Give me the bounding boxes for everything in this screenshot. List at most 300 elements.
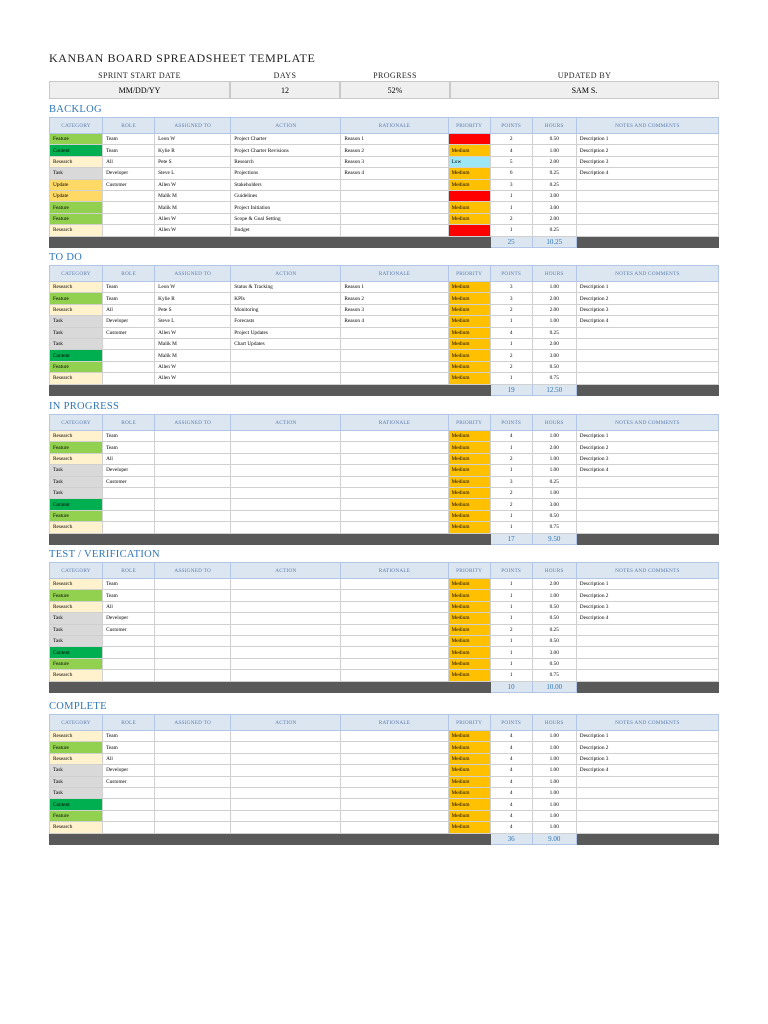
cell-notes[interactable]: Description 1: [576, 731, 718, 742]
cell-action[interactable]: KPIs: [231, 293, 341, 304]
column-header-notes[interactable]: NOTES AND COMMENTS: [576, 563, 718, 579]
cell-rationale[interactable]: [341, 810, 448, 821]
cell-rationale[interactable]: [341, 373, 448, 384]
cell-category[interactable]: Task: [50, 316, 103, 327]
cell-rationale[interactable]: [341, 799, 448, 810]
cell-action[interactable]: [231, 670, 341, 681]
cell-category[interactable]: Research: [50, 579, 103, 590]
cell-assigned-to[interactable]: [155, 499, 231, 510]
column-header-rationale[interactable]: RATIONALE: [341, 118, 448, 134]
cell-action[interactable]: [231, 350, 341, 361]
cell-hours[interactable]: 0.25: [532, 168, 576, 179]
cell-points[interactable]: 1: [490, 338, 532, 349]
column-header-rationale[interactable]: RATIONALE: [341, 415, 448, 431]
cell-points[interactable]: 2: [490, 624, 532, 635]
cell-rationale[interactable]: [341, 442, 448, 453]
cell-priority[interactable]: Medium: [448, 293, 490, 304]
cell-hours[interactable]: 0.75: [532, 670, 576, 681]
cell-priority[interactable]: Medium: [448, 465, 490, 476]
summary-value-days[interactable]: 12: [230, 81, 340, 99]
cell-hours[interactable]: 0.50: [532, 658, 576, 669]
cell-priority[interactable]: Medium: [448, 202, 490, 213]
cell-notes[interactable]: Description 3: [576, 753, 718, 764]
cell-hours[interactable]: 1.00: [532, 731, 576, 742]
cell-rationale[interactable]: [341, 465, 448, 476]
cell-action[interactable]: [231, 442, 341, 453]
cell-category[interactable]: Research: [50, 670, 103, 681]
column-header-rationale[interactable]: RATIONALE: [341, 266, 448, 282]
cell-role[interactable]: Customer: [103, 476, 155, 487]
cell-assigned-to[interactable]: Malik M: [155, 350, 231, 361]
cell-category[interactable]: Feature: [50, 361, 103, 372]
cell-assigned-to[interactable]: [155, 590, 231, 601]
cell-category[interactable]: Research: [50, 601, 103, 612]
cell-role[interactable]: Developer: [103, 613, 155, 624]
cell-priority[interactable]: Medium: [448, 670, 490, 681]
column-header-assigned-to[interactable]: ASSIGNED TO: [155, 415, 231, 431]
cell-notes[interactable]: [576, 787, 718, 798]
cell-role[interactable]: [103, 810, 155, 821]
cell-category[interactable]: Content: [50, 499, 103, 510]
cell-hours[interactable]: 0.25: [532, 179, 576, 190]
cell-hours[interactable]: 0.25: [532, 225, 576, 236]
cell-priority[interactable]: Medium: [448, 476, 490, 487]
cell-hours[interactable]: 1.00: [532, 776, 576, 787]
cell-rationale[interactable]: Reason 3: [341, 156, 448, 167]
cell-role[interactable]: All: [103, 453, 155, 464]
cell-priority[interactable]: Medium: [448, 327, 490, 338]
column-header-action[interactable]: ACTION: [231, 118, 341, 134]
cell-rationale[interactable]: [341, 179, 448, 190]
cell-rationale[interactable]: [341, 787, 448, 798]
cell-rationale[interactable]: [341, 753, 448, 764]
cell-action[interactable]: [231, 658, 341, 669]
cell-role[interactable]: [103, 799, 155, 810]
cell-action[interactable]: Chart Updates: [231, 338, 341, 349]
cell-priority[interactable]: Medium: [448, 753, 490, 764]
cell-rationale[interactable]: [341, 613, 448, 624]
cell-notes[interactable]: [576, 670, 718, 681]
cell-points[interactable]: 1: [490, 316, 532, 327]
cell-points[interactable]: 1: [490, 613, 532, 624]
cell-assigned-to[interactable]: Leon W: [155, 282, 231, 293]
cell-notes[interactable]: Description 4: [576, 168, 718, 179]
cell-assigned-to[interactable]: [155, 442, 231, 453]
cell-role[interactable]: [103, 213, 155, 224]
cell-role[interactable]: All: [103, 753, 155, 764]
cell-assigned-to[interactable]: [155, 658, 231, 669]
cell-category[interactable]: Task: [50, 624, 103, 635]
cell-priority[interactable]: Medium: [448, 522, 490, 533]
cell-role[interactable]: Customer: [103, 179, 155, 190]
cell-points[interactable]: 2: [490, 361, 532, 372]
cell-action[interactable]: [231, 361, 341, 372]
cell-assigned-to[interactable]: Steve L: [155, 316, 231, 327]
cell-hours[interactable]: 1.00: [532, 810, 576, 821]
cell-role[interactable]: [103, 202, 155, 213]
cell-assigned-to[interactable]: [155, 624, 231, 635]
cell-action[interactable]: [231, 776, 341, 787]
cell-category[interactable]: Research: [50, 753, 103, 764]
cell-priority[interactable]: Medium: [448, 787, 490, 798]
cell-notes[interactable]: [576, 487, 718, 498]
cell-rationale[interactable]: [341, 658, 448, 669]
cell-action[interactable]: [231, 453, 341, 464]
cell-notes[interactable]: Description 2: [576, 742, 718, 753]
cell-priority[interactable]: Medium: [448, 361, 490, 372]
column-header-assigned-to[interactable]: ASSIGNED TO: [155, 715, 231, 731]
cell-action[interactable]: Project Charter: [231, 134, 341, 145]
cell-category[interactable]: Task: [50, 487, 103, 498]
cell-action[interactable]: [231, 476, 341, 487]
cell-assigned-to[interactable]: [155, 753, 231, 764]
cell-category[interactable]: Content: [50, 647, 103, 658]
cell-hours[interactable]: 2.00: [532, 213, 576, 224]
cell-hours[interactable]: 3.00: [532, 350, 576, 361]
cell-rationale[interactable]: [341, 213, 448, 224]
cell-points[interactable]: 1: [490, 579, 532, 590]
cell-action[interactable]: [231, 522, 341, 533]
cell-role[interactable]: All: [103, 156, 155, 167]
cell-action[interactable]: [231, 431, 341, 442]
cell-assigned-to[interactable]: Malik M: [155, 338, 231, 349]
cell-action[interactable]: [231, 647, 341, 658]
cell-rationale[interactable]: [341, 590, 448, 601]
cell-hours[interactable]: 1.00: [532, 145, 576, 156]
cell-hours[interactable]: 0.25: [532, 624, 576, 635]
cell-notes[interactable]: Description 3: [576, 601, 718, 612]
cell-rationale[interactable]: [341, 624, 448, 635]
cell-assigned-to[interactable]: [155, 822, 231, 833]
cell-assigned-to[interactable]: Kylie R: [155, 145, 231, 156]
cell-assigned-to[interactable]: [155, 431, 231, 442]
cell-category[interactable]: Research: [50, 822, 103, 833]
cell-role[interactable]: [103, 658, 155, 669]
cell-category[interactable]: Task: [50, 327, 103, 338]
cell-points[interactable]: 4: [490, 810, 532, 821]
cell-rationale[interactable]: Reason 2: [341, 145, 448, 156]
cell-points[interactable]: 1: [490, 601, 532, 612]
cell-role[interactable]: Team: [103, 590, 155, 601]
cell-points[interactable]: 5: [490, 156, 532, 167]
cell-role[interactable]: [103, 510, 155, 521]
cell-priority[interactable]: Medium: [448, 282, 490, 293]
cell-action[interactable]: Budget: [231, 225, 341, 236]
cell-notes[interactable]: [576, 225, 718, 236]
column-header-priority[interactable]: PRIORITY: [448, 118, 490, 134]
cell-assigned-to[interactable]: [155, 579, 231, 590]
cell-action[interactable]: [231, 753, 341, 764]
cell-priority[interactable]: Medium: [448, 373, 490, 384]
cell-priority[interactable]: Medium: [448, 647, 490, 658]
column-header-assigned-to[interactable]: ASSIGNED TO: [155, 118, 231, 134]
cell-notes[interactable]: [576, 510, 718, 521]
cell-category[interactable]: Content: [50, 799, 103, 810]
cell-notes[interactable]: [576, 647, 718, 658]
cell-points[interactable]: 1: [490, 373, 532, 384]
cell-points[interactable]: 2: [490, 453, 532, 464]
cell-points[interactable]: 3: [490, 179, 532, 190]
cell-action[interactable]: [231, 579, 341, 590]
cell-action[interactable]: [231, 822, 341, 833]
column-header-rationale[interactable]: RATIONALE: [341, 715, 448, 731]
cell-notes[interactable]: Description 2: [576, 442, 718, 453]
summary-value-updated-by[interactable]: SAM S.: [450, 81, 719, 99]
cell-notes[interactable]: Description 4: [576, 613, 718, 624]
cell-notes[interactable]: [576, 202, 718, 213]
cell-assigned-to[interactable]: [155, 453, 231, 464]
cell-points[interactable]: 4: [490, 776, 532, 787]
cell-category[interactable]: Feature: [50, 590, 103, 601]
cell-category[interactable]: Feature: [50, 134, 103, 145]
cell-role[interactable]: Developer: [103, 168, 155, 179]
cell-hours[interactable]: 2.00: [532, 579, 576, 590]
cell-category[interactable]: Research: [50, 304, 103, 315]
cell-hours[interactable]: 1.00: [532, 822, 576, 833]
cell-action[interactable]: [231, 499, 341, 510]
cell-priority[interactable]: Low: [448, 156, 490, 167]
cell-priority[interactable]: Medium: [448, 168, 490, 179]
column-header-role[interactable]: ROLE: [103, 118, 155, 134]
cell-rationale[interactable]: [341, 635, 448, 646]
cell-notes[interactable]: [576, 822, 718, 833]
cell-notes[interactable]: [576, 361, 718, 372]
cell-assigned-to[interactable]: Steve L: [155, 168, 231, 179]
cell-hours[interactable]: 0.50: [532, 361, 576, 372]
column-header-category[interactable]: CATEGORY: [50, 563, 103, 579]
cell-category[interactable]: Research: [50, 156, 103, 167]
cell-points[interactable]: 4: [490, 799, 532, 810]
cell-priority[interactable]: Medium: [448, 304, 490, 315]
cell-category[interactable]: Research: [50, 431, 103, 442]
cell-priority[interactable]: Medium: [448, 635, 490, 646]
cell-points[interactable]: 1: [490, 225, 532, 236]
cell-action[interactable]: [231, 787, 341, 798]
cell-assigned-to[interactable]: Allen W: [155, 373, 231, 384]
column-header-category[interactable]: CATEGORY: [50, 715, 103, 731]
cell-priority[interactable]: Medium: [448, 213, 490, 224]
cell-rationale[interactable]: [341, 647, 448, 658]
column-header-priority[interactable]: PRIORITY: [448, 715, 490, 731]
cell-hours[interactable]: 0.50: [532, 601, 576, 612]
cell-assigned-to[interactable]: [155, 670, 231, 681]
cell-action[interactable]: Forecasts: [231, 316, 341, 327]
cell-priority[interactable]: Medium: [448, 316, 490, 327]
cell-role[interactable]: Customer: [103, 776, 155, 787]
cell-points[interactable]: 1: [490, 465, 532, 476]
cell-rationale[interactable]: Reason 3: [341, 304, 448, 315]
cell-priority[interactable]: High: [448, 134, 490, 145]
column-header-hours[interactable]: HOURS: [532, 563, 576, 579]
column-header-category[interactable]: CATEGORY: [50, 415, 103, 431]
column-header-notes[interactable]: NOTES AND COMMENTS: [576, 118, 718, 134]
column-header-action[interactable]: ACTION: [231, 563, 341, 579]
cell-category[interactable]: Task: [50, 635, 103, 646]
cell-category[interactable]: Feature: [50, 293, 103, 304]
cell-assigned-to[interactable]: Allen W: [155, 327, 231, 338]
cell-action[interactable]: [231, 742, 341, 753]
cell-rationale[interactable]: [341, 579, 448, 590]
cell-priority[interactable]: Medium: [448, 145, 490, 156]
cell-rationale[interactable]: [341, 350, 448, 361]
cell-category[interactable]: Feature: [50, 202, 103, 213]
cell-priority[interactable]: Medium: [448, 499, 490, 510]
cell-rationale[interactable]: [341, 190, 448, 201]
cell-points[interactable]: 6: [490, 168, 532, 179]
column-header-action[interactable]: ACTION: [231, 266, 341, 282]
cell-category[interactable]: Update: [50, 190, 103, 201]
cell-points[interactable]: 4: [490, 822, 532, 833]
column-header-priority[interactable]: PRIORITY: [448, 415, 490, 431]
cell-priority[interactable]: Medium: [448, 179, 490, 190]
cell-hours[interactable]: 2.00: [532, 338, 576, 349]
cell-points[interactable]: 4: [490, 431, 532, 442]
cell-assigned-to[interactable]: [155, 510, 231, 521]
cell-category[interactable]: Research: [50, 453, 103, 464]
cell-category[interactable]: Feature: [50, 810, 103, 821]
column-header-role[interactable]: ROLE: [103, 415, 155, 431]
cell-assigned-to[interactable]: Leon W: [155, 134, 231, 145]
cell-priority[interactable]: Medium: [448, 731, 490, 742]
cell-notes[interactable]: Description 2: [576, 293, 718, 304]
cell-category[interactable]: Task: [50, 765, 103, 776]
cell-role[interactable]: [103, 350, 155, 361]
cell-priority[interactable]: Medium: [448, 579, 490, 590]
cell-notes[interactable]: [576, 522, 718, 533]
cell-notes[interactable]: Description 4: [576, 465, 718, 476]
column-header-points[interactable]: POINTS: [490, 266, 532, 282]
cell-role[interactable]: Team: [103, 731, 155, 742]
cell-assigned-to[interactable]: Kylie R: [155, 293, 231, 304]
cell-hours[interactable]: 3.00: [532, 499, 576, 510]
cell-assigned-to[interactable]: [155, 776, 231, 787]
cell-category[interactable]: Research: [50, 731, 103, 742]
cell-rationale[interactable]: [341, 822, 448, 833]
cell-hours[interactable]: 3.00: [532, 190, 576, 201]
cell-hours[interactable]: 1.00: [532, 316, 576, 327]
cell-role[interactable]: Team: [103, 282, 155, 293]
cell-notes[interactable]: [576, 810, 718, 821]
cell-points[interactable]: 4: [490, 145, 532, 156]
column-header-category[interactable]: CATEGORY: [50, 118, 103, 134]
cell-rationale[interactable]: [341, 742, 448, 753]
cell-action[interactable]: [231, 810, 341, 821]
column-header-assigned-to[interactable]: ASSIGNED TO: [155, 563, 231, 579]
cell-rationale[interactable]: [341, 522, 448, 533]
cell-rationale[interactable]: [341, 202, 448, 213]
cell-points[interactable]: 2: [490, 350, 532, 361]
cell-category[interactable]: Feature: [50, 658, 103, 669]
column-header-action[interactable]: ACTION: [231, 415, 341, 431]
cell-rationale[interactable]: [341, 601, 448, 612]
cell-points[interactable]: 1: [490, 635, 532, 646]
cell-notes[interactable]: Description 3: [576, 156, 718, 167]
cell-rationale[interactable]: [341, 487, 448, 498]
cell-assigned-to[interactable]: [155, 487, 231, 498]
cell-hours[interactable]: 1.00: [532, 753, 576, 764]
column-header-category[interactable]: CATEGORY: [50, 266, 103, 282]
cell-role[interactable]: All: [103, 304, 155, 315]
cell-category[interactable]: Feature: [50, 742, 103, 753]
cell-priority[interactable]: Medium: [448, 613, 490, 624]
cell-role[interactable]: Team: [103, 742, 155, 753]
column-header-hours[interactable]: HOURS: [532, 715, 576, 731]
cell-points[interactable]: 1: [490, 590, 532, 601]
cell-action[interactable]: Project Initiation: [231, 202, 341, 213]
cell-notes[interactable]: Description 3: [576, 453, 718, 464]
cell-notes[interactable]: Description 1: [576, 579, 718, 590]
cell-points[interactable]: 3: [490, 282, 532, 293]
cell-priority[interactable]: Medium: [448, 442, 490, 453]
cell-priority[interactable]: Medium: [448, 765, 490, 776]
cell-role[interactable]: [103, 373, 155, 384]
cell-priority[interactable]: Medium: [448, 338, 490, 349]
cell-rationale[interactable]: [341, 765, 448, 776]
cell-assigned-to[interactable]: [155, 601, 231, 612]
cell-points[interactable]: 1: [490, 658, 532, 669]
cell-action[interactable]: [231, 799, 341, 810]
cell-rationale[interactable]: [341, 453, 448, 464]
cell-notes[interactable]: [576, 350, 718, 361]
cell-hours[interactable]: 2.00: [532, 293, 576, 304]
cell-category[interactable]: Research: [50, 282, 103, 293]
cell-action[interactable]: Stakeholders: [231, 179, 341, 190]
cell-role[interactable]: [103, 225, 155, 236]
cell-assigned-to[interactable]: Pete S: [155, 156, 231, 167]
cell-role[interactable]: Team: [103, 134, 155, 145]
column-header-priority[interactable]: PRIORITY: [448, 266, 490, 282]
cell-role[interactable]: Team: [103, 442, 155, 453]
cell-assigned-to[interactable]: [155, 810, 231, 821]
column-header-notes[interactable]: NOTES AND COMMENTS: [576, 266, 718, 282]
cell-hours[interactable]: 1.00: [532, 431, 576, 442]
cell-action[interactable]: Project Updates: [231, 327, 341, 338]
cell-hours[interactable]: 0.50: [532, 134, 576, 145]
cell-category[interactable]: Content: [50, 350, 103, 361]
cell-priority[interactable]: Medium: [448, 776, 490, 787]
cell-role[interactable]: [103, 487, 155, 498]
cell-role[interactable]: [103, 647, 155, 658]
column-header-role[interactable]: ROLE: [103, 266, 155, 282]
column-header-points[interactable]: POINTS: [490, 415, 532, 431]
cell-action[interactable]: Research: [231, 156, 341, 167]
cell-points[interactable]: 4: [490, 765, 532, 776]
cell-notes[interactable]: [576, 799, 718, 810]
cell-hours[interactable]: 2.00: [532, 304, 576, 315]
cell-hours[interactable]: 2.00: [532, 442, 576, 453]
cell-rationale[interactable]: [341, 225, 448, 236]
cell-assigned-to[interactable]: [155, 731, 231, 742]
cell-hours[interactable]: 0.25: [532, 476, 576, 487]
cell-rationale[interactable]: [341, 510, 448, 521]
cell-category[interactable]: Feature: [50, 442, 103, 453]
cell-assigned-to[interactable]: [155, 465, 231, 476]
cell-rationale[interactable]: [341, 499, 448, 510]
cell-action[interactable]: Status & Tracking: [231, 282, 341, 293]
column-header-notes[interactable]: NOTES AND COMMENTS: [576, 715, 718, 731]
cell-notes[interactable]: Description 1: [576, 134, 718, 145]
cell-action[interactable]: [231, 601, 341, 612]
cell-hours[interactable]: 0.25: [532, 327, 576, 338]
cell-notes[interactable]: [576, 373, 718, 384]
cell-role[interactable]: Developer: [103, 316, 155, 327]
cell-notes[interactable]: [576, 338, 718, 349]
cell-rationale[interactable]: Reason 4: [341, 168, 448, 179]
cell-rationale[interactable]: [341, 776, 448, 787]
cell-hours[interactable]: 0.50: [532, 635, 576, 646]
cell-priority[interactable]: High: [448, 225, 490, 236]
cell-hours[interactable]: 1.00: [532, 465, 576, 476]
